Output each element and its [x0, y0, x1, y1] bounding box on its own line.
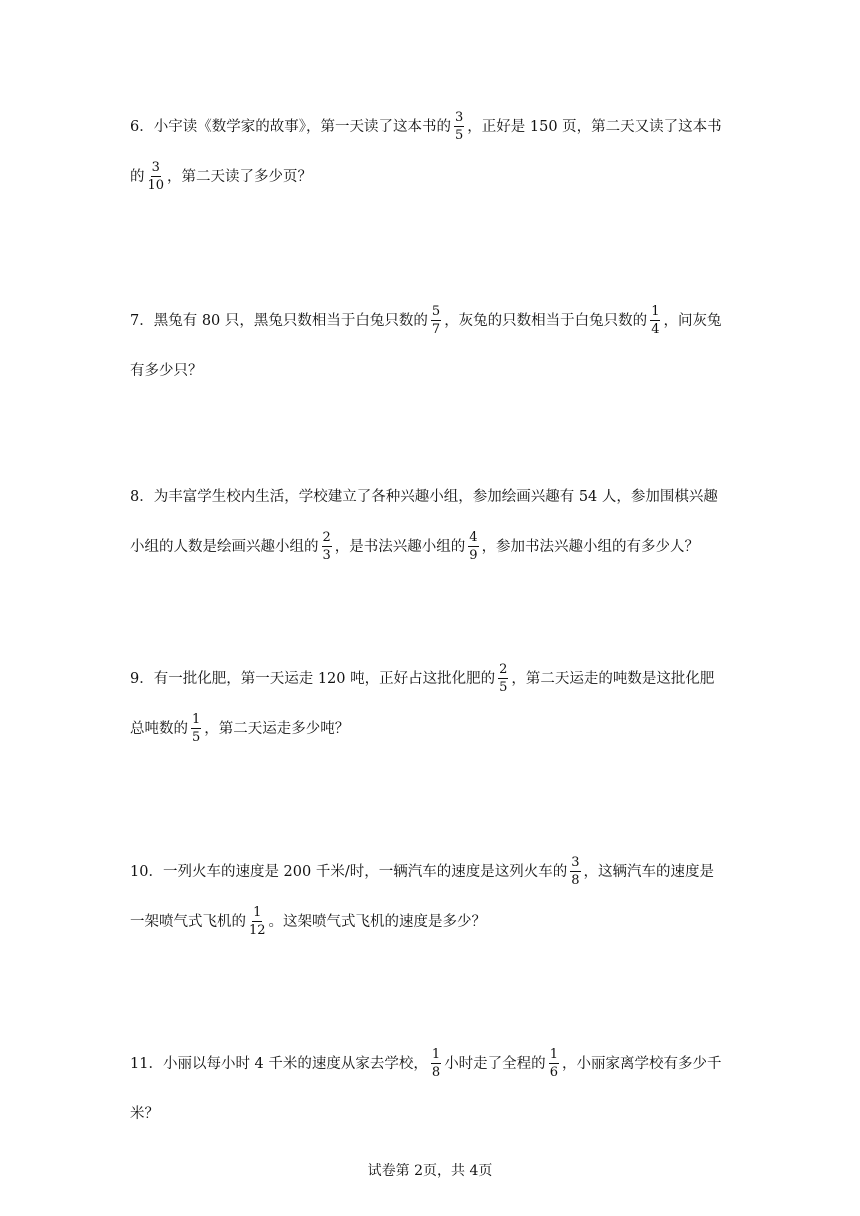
fraction-numerator: 3 [454, 109, 464, 125]
problem-9 [130, 661, 730, 745]
problem-text: ，问灰兔 [663, 312, 722, 329]
problem-line [130, 529, 730, 563]
problem-line [130, 109, 730, 143]
problem-line [130, 357, 730, 381]
problem-line [130, 1100, 730, 1124]
fraction [322, 531, 332, 562]
problem-line [130, 483, 730, 507]
problem-line [130, 854, 730, 888]
fraction-denominator: 6 [549, 1064, 558, 1080]
problem-text: 7．黑兔有 80 只，黑兔只数相当于白兔只数的 [130, 312, 428, 329]
problem-text: 一架喷气式飞机的 [130, 913, 246, 930]
problem-text: 10．一列火车的速度是 200 千米/时，一辆汽车的速度是这列火车的 [130, 863, 568, 880]
problem-6 [130, 109, 730, 193]
fraction-numerator: 1 [431, 1046, 441, 1062]
fraction-numerator: 1 [651, 303, 660, 319]
problem-10 [130, 854, 730, 938]
fraction-denominator: 7 [431, 321, 441, 337]
fraction-denominator: 5 [499, 679, 508, 695]
fraction [191, 713, 201, 744]
problem-text: 6．小宇读《数学家的故事》，第一天读了这本书的 [130, 118, 451, 135]
problem-text: ，是书法兴趣小组的 [334, 538, 466, 555]
problem-text: 小时走了全程的 [444, 1055, 546, 1072]
fraction [650, 305, 660, 336]
fraction-denominator: 5 [454, 127, 464, 143]
problem-text: 的 [130, 168, 145, 185]
fraction-numerator: 1 [192, 711, 201, 727]
problem-line [130, 303, 730, 337]
fraction-numerator: 4 [469, 529, 478, 545]
fraction-numerator: 2 [499, 661, 508, 677]
fraction-denominator: 4 [651, 321, 660, 337]
fraction [498, 663, 508, 694]
problem-text: ，第二天读了多少页？ [167, 168, 313, 185]
fraction [148, 161, 165, 192]
fraction-denominator: 3 [322, 547, 331, 563]
problem-line [130, 661, 730, 695]
problem-text: ，正好是 150 页，第二天又读了这本书 [467, 118, 722, 135]
problem-text: 9．有一批化肥，第一天运走 120 吨，正好占这批化肥的 [130, 670, 496, 687]
fraction [549, 1048, 559, 1079]
fraction-denominator: 12 [249, 922, 266, 938]
problem-8 [130, 483, 730, 563]
page-footer: 试卷第 2页，共 4页 [367, 1163, 493, 1179]
problem-text: ，第二天运走多少吨？ [204, 720, 350, 737]
problem-line [130, 1046, 730, 1080]
problem-line [130, 159, 730, 193]
fraction-denominator: 8 [571, 872, 580, 888]
problem-text: ，灰兔的只数相当于白兔只数的 [444, 312, 648, 329]
problem-text: 小组的人数是绘画兴趣小组的 [130, 538, 319, 555]
fraction [249, 906, 266, 937]
problem-text: ，第二天运走的吨数是这批化肥 [511, 670, 715, 687]
fraction-denominator: 5 [192, 729, 201, 745]
fraction-denominator: 8 [431, 1064, 441, 1080]
fraction-numerator: 3 [571, 854, 580, 870]
fraction [570, 856, 580, 887]
problem-text: 米？ [130, 1105, 159, 1122]
problem-text: ，这辆汽车的速度是 [583, 863, 715, 880]
problem-text: ，小丽家离学校有多少千 [561, 1055, 722, 1072]
fraction-numerator: 2 [322, 529, 331, 545]
fraction-denominator: 9 [469, 547, 478, 563]
fraction [454, 111, 464, 142]
problem-text: 。这架喷气式飞机的速度是多少？ [268, 913, 487, 930]
fraction [431, 1048, 441, 1079]
fraction-numerator: 5 [431, 303, 441, 319]
fraction-numerator: 1 [253, 904, 262, 920]
fraction [431, 305, 441, 336]
fraction-denominator: 10 [147, 177, 165, 193]
problem-line [130, 711, 730, 745]
fraction-numerator: 1 [549, 1046, 558, 1062]
problem-7 [130, 303, 730, 381]
fraction-numerator: 3 [151, 159, 160, 175]
problem-line [130, 904, 730, 938]
problem-text: 总吨数的 [130, 720, 188, 737]
problem-11 [130, 1046, 730, 1124]
fraction [468, 531, 478, 562]
problem-text: 11．小丽以每小时 4 千米的速度从家去学校， [130, 1055, 428, 1072]
problem-text: 8．为丰富学生校内生活，学校建立了各种兴趣小组，参加绘画兴趣有 54 人，参加围棋兴趣 [130, 488, 718, 505]
problem-text: 有多少只？ [130, 362, 203, 379]
problem-text: ，参加书法兴趣小组的有多少人？ [481, 538, 700, 555]
